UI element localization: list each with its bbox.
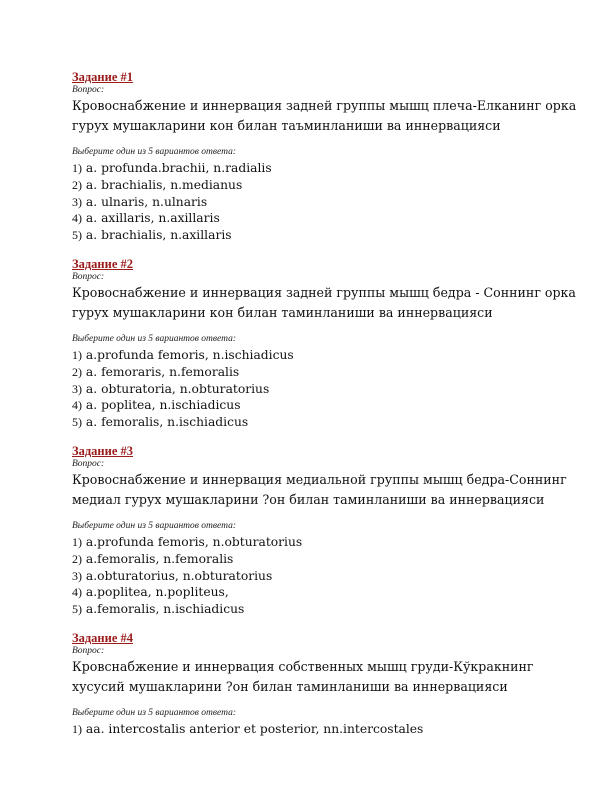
answer-number: 2) [72, 551, 82, 566]
task-2 [72, 256, 576, 431]
question-line: Кровоснабжение и иннервация задней группы мышц бедра - Соннинг орка [72, 284, 576, 300]
answer-list [72, 347, 552, 431]
answer-number: 1) [72, 534, 82, 549]
answer-option [72, 414, 552, 431]
answer-number: 1) [72, 721, 82, 736]
answer-text: a.femoralis, n.femoralis [85, 551, 234, 566]
answer-number: 2) [72, 364, 82, 379]
answer-option [72, 721, 552, 738]
task-title: Задание #1 [72, 70, 133, 84]
answer-text: a.profunda femoris, n.obturatorius [85, 534, 303, 549]
answer-number: 3) [72, 381, 82, 396]
question-line: гурух мушакларини кон билан таъминланиши ва иннервацияси [72, 118, 501, 133]
answer-list [72, 160, 552, 244]
answer-number: 4) [72, 398, 82, 413]
answer-option [72, 227, 552, 244]
choose-label: Выберите один из 5 вариантов ответа: [72, 520, 237, 531]
answer-text: a. brachialis, n.medianus [85, 177, 243, 192]
answer-text: a.femoralis, n.ischiadicus [85, 602, 245, 617]
answer-number: 3) [72, 194, 82, 209]
answer-text: a. axillaris, n.axillaris [85, 211, 220, 226]
question-line: Кровоснабжение и иннервация задней группы мышц плеча-Елканинг орка [72, 98, 577, 113]
question-label: Вопрос: [72, 458, 105, 469]
answer-text: a. obturatoria, n.obturatorius [85, 381, 270, 396]
answer-text: a. profunda.brachii, n.radialis [85, 161, 272, 175]
answer-number: 4) [72, 211, 82, 226]
task-title: Задание #3 [72, 443, 133, 458]
task-4 [72, 631, 552, 738]
answer-option [72, 364, 552, 381]
question-label: Вопрос: [72, 645, 105, 656]
answer-text: a. femoralis, n.ischiadicus [85, 415, 249, 430]
answer-option [72, 210, 552, 227]
answer-option [72, 194, 552, 211]
answer-option [72, 568, 552, 585]
answer-number: 4) [72, 585, 82, 600]
answer-text: aa. intercostalis anterior et posterior, nn.intercostales [85, 721, 424, 736]
answer-number: 5) [72, 602, 82, 617]
question-label: Вопрос: [72, 85, 105, 95]
question-line: медиал гурух мушакларини ?он билан таминланиши ва иннервацияси [72, 491, 545, 507]
answer-option [72, 177, 552, 194]
answer-text: a.poplitea, n.popliteus, [85, 585, 229, 600]
answer-option [72, 381, 552, 398]
answer-option [72, 584, 552, 601]
answer-option [72, 160, 552, 177]
answer-number: 5) [72, 415, 82, 430]
question-line: гурух мушакларини кон билан таминланиши ва иннервацияси [72, 304, 493, 320]
question-label: Вопрос: [72, 271, 105, 282]
answer-list [72, 721, 552, 738]
answer-text: a.profunda femoris, n.ischiadicus [85, 347, 294, 362]
question-line: Кровснабжение и иннервация собственных мышц груди-Кўкракнинг [72, 658, 534, 674]
answer-text: a.obturatorius, n.obturatorius [85, 568, 273, 583]
choose-label: Выберите один из 5 вариантов ответа: [72, 333, 237, 344]
answer-option [72, 397, 552, 414]
answer-list [72, 534, 552, 618]
task-title: Задание #2 [72, 256, 133, 271]
question-line: хусусий мушакларини ?он билан таминланиши ва иннервацияси [72, 678, 508, 694]
answer-number: 5) [72, 228, 82, 243]
answer-number: 2) [72, 177, 82, 192]
task-title: Задание #4 [72, 630, 133, 645]
answer-option [72, 551, 552, 568]
question-line: Кровоснабжение и иннервация медиальной группы мышц бедра-Соннинг [72, 471, 567, 487]
answer-number: 3) [72, 568, 82, 583]
question-text [72, 96, 577, 136]
question-text [72, 470, 567, 510]
question-text [72, 657, 552, 697]
answer-number: 1) [72, 347, 82, 362]
answer-text: a. poplitea, n.ischiadicus [85, 398, 241, 413]
answer-text: a. brachialis, n.axillaris [85, 228, 232, 243]
answer-option [72, 601, 552, 618]
document-body [72, 70, 577, 751]
question-text [72, 283, 576, 323]
task-3 [72, 443, 567, 618]
task-1 [72, 70, 577, 244]
choose-label: Выберите один из 5 вариантов ответа: [72, 707, 237, 718]
choose-label: Выберите один из 5 вариантов ответа: [72, 147, 237, 157]
answer-text: a. ulnaris, n.ulnaris [85, 194, 208, 209]
answer-option [72, 347, 552, 364]
answer-number: 1) [72, 161, 82, 175]
answer-text: a. femoraris, n.femoralis [85, 364, 240, 379]
answer-option [72, 534, 552, 551]
